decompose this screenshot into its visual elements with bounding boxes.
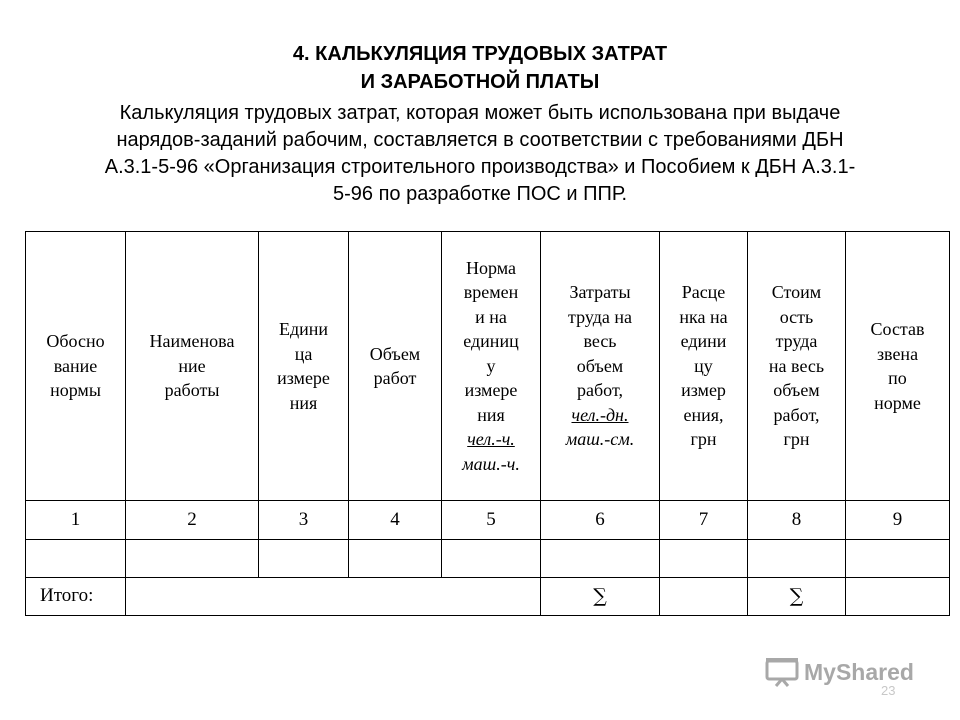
brand-text: MyShared [804,658,914,685]
labor-sum-cell: ∑ [541,578,660,616]
total-empty-cell [846,578,950,616]
intro-line-4: 5-96 по разработке ПОС и ППР. [332,183,627,205]
section-title-line-1: 4. КАЛЬКУЛЯЦИЯ ТРУДОВЫХ ЗАТРАТ [292,43,668,65]
total-empty-cell [660,578,748,616]
column-number: 3 [259,501,349,540]
cost-sum-cell: ∑ [748,578,846,616]
labor-cost-table [25,231,950,616]
header-work-volume: Объем работ [349,232,442,501]
intro-line-2: нарядов-заданий рабочим, составляется в соответствии с требованиями ДБН [116,129,844,151]
table-cell [349,540,442,578]
header-unit-rate: Расце нка на едини цу измер ения, грн [660,232,748,501]
table-cell [846,540,950,578]
column-number: 7 [660,501,748,540]
column-number: 2 [126,501,259,540]
table-cell [442,540,541,578]
total-spacer-cell [126,578,541,616]
header-unit: Едини ца измере ния [259,232,349,501]
unit-machine-hours: маш.-ч. [462,453,520,474]
section-title-line-2: И ЗАРАБОТНОЙ ПЛАТЫ [360,71,600,93]
column-number-row [26,501,950,540]
table-header-row [26,232,950,501]
header-time-norm: Норма времен и на единиц у измере ния чел.-ч. маш.-ч. [442,232,541,501]
column-number: 9 [846,501,950,540]
header-crew-composition: Состав звена по норме [846,232,950,501]
header-labor-cost: Стоим ость труда на весь объем работ, грн [748,232,846,501]
table-cell [660,540,748,578]
column-number: 4 [349,501,442,540]
unit-person-hours: чел.-ч. [467,429,515,450]
column-number: 6 [541,501,660,540]
page-number: 23 [881,683,896,698]
total-row [26,578,950,616]
intro-line-3: А.3.1-5-96 «Организация строительного производства» и Пособием к ДБН А.3.1- [104,156,856,178]
column-number: 5 [442,501,541,540]
presentation-board-icon [765,657,799,687]
column-number: 8 [748,501,846,540]
table-cell [748,540,846,578]
table-row [26,540,950,578]
table-cell [126,540,259,578]
header-labor-input: Затраты труда на весь объем работ, чел.-дн. маш.-см. [541,232,660,501]
total-label: Итого: [26,578,126,616]
table-cell [26,540,126,578]
table-cell [541,540,660,578]
column-number: 1 [26,501,126,540]
header-basis-of-norm: Обосно вание нормы [26,232,126,501]
header-work-name: Наименова ние работы [126,232,259,501]
unit-person-days: чел.-дн. [571,404,629,425]
table-cell [259,540,349,578]
unit-machine-shifts: маш.-см. [565,429,635,450]
intro-line-1: Калькуляция трудовых затрат, которая может быть использована при выдаче [119,102,841,124]
